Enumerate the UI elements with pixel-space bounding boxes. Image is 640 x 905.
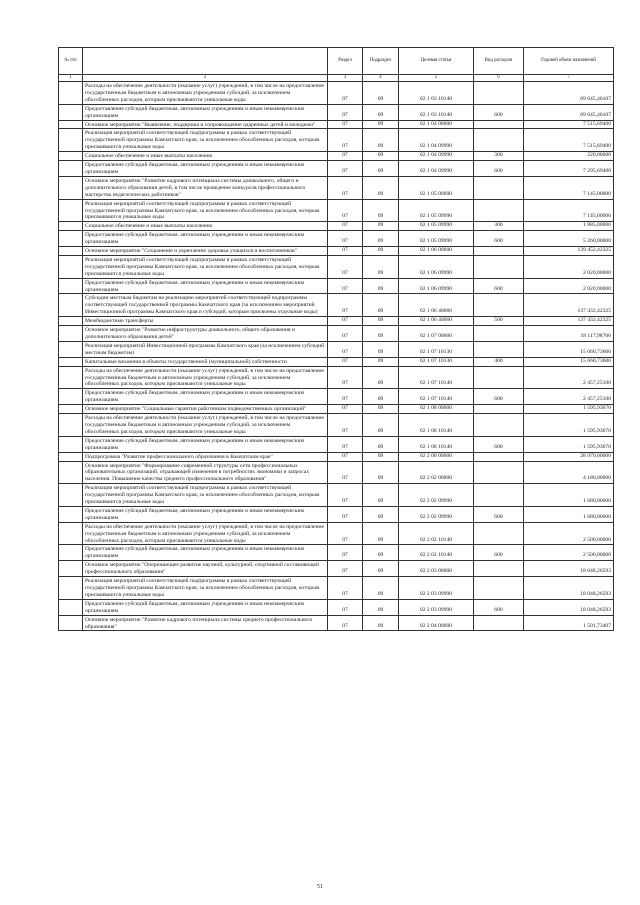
table-body xyxy=(59,82,614,631)
table-row xyxy=(59,161,614,177)
cell-name: Предоставление субсидий бюджетным, автономным учреждениям и иным некоммерческим организациям xyxy=(83,506,328,522)
cell-razdel: 07 xyxy=(328,405,363,414)
cell-num xyxy=(59,294,83,317)
table-row xyxy=(59,405,614,414)
cell-csr: 02 2 02 09990 xyxy=(399,506,474,522)
cell-razdel: 07 xyxy=(328,389,363,405)
cell-podrazdel: 09 xyxy=(363,615,399,631)
cell-podrazdel: 09 xyxy=(363,231,399,247)
cell-num xyxy=(59,278,83,294)
cell-num xyxy=(59,522,83,545)
cell-name: Реализация мероприятий соответствующей подпрограммы в рамках соответствующей государственной программы Камчатского края, за исключением обособленных расходов, которым присваиваются уникальные коды xyxy=(83,255,328,278)
cell-amount: 1 680,00000 xyxy=(524,506,614,522)
index-cell: 4 xyxy=(363,75,399,82)
cell-csr: 02 1 03 10140 xyxy=(399,82,474,105)
cell-amount: 2 457,25100 xyxy=(524,389,614,405)
cell-razdel: 07 xyxy=(328,152,363,161)
cell-amount: 28 970,00000 xyxy=(524,452,614,461)
cell-name: Реализация мероприятий соответствующей подпрограммы в рамках соответствующей государственной программы Камчатского края, за исключением обособленных расходов, которым присваиваются уникальные коды xyxy=(83,484,328,507)
cell-vr: 600 xyxy=(474,389,524,405)
cell-csr: 02 1 06 09990 xyxy=(399,255,474,278)
cell-amount: 7 515,69400 xyxy=(524,120,614,129)
cell-name: Расходы на обеспечение деятельности (оказание услуг) учреждений, в том числе на предоставление государственным бюджетным и автономным учреждениям субсидий, за исключением обособленных расходов, которым присваиваются уникальные коды xyxy=(83,82,328,105)
cell-csr: 02 1 06 09990 xyxy=(399,278,474,294)
cell-podrazdel: 09 xyxy=(363,129,399,152)
cell-csr: 02 1 07 10140 xyxy=(399,389,474,405)
cell-amount: 137 432,42325 xyxy=(524,294,614,317)
cell-name: Предоставление субсидий бюджетным, автономным учреждениям и иным некоммерческим организациям xyxy=(83,104,328,120)
cell-podrazdel: 09 xyxy=(363,522,399,545)
cell-podrazdel: 09 xyxy=(363,414,399,437)
cell-csr: 02 1 06 00000 xyxy=(399,247,474,256)
cell-csr: 02 2 02 10140 xyxy=(399,545,474,561)
cell-vr xyxy=(474,366,524,389)
table-row xyxy=(59,294,614,317)
cell-podrazdel: 09 xyxy=(363,152,399,161)
table-row xyxy=(59,317,614,326)
cell-name: Субсидии местным бюджетам на реализацию мероприятий соответствующей подпрограммы соответствующей государственной программы Камчатского края (за исключением мероприятий Инвестиционной программы Камчатского края и субсидий, которым присвоены отдельные коды) xyxy=(83,294,328,317)
cell-num xyxy=(59,545,83,561)
column-index-row xyxy=(59,75,614,82)
cell-amount: 18 117,98700 xyxy=(524,326,614,342)
cell-num xyxy=(59,484,83,507)
cell-name: Расходы на обеспечение деятельности (оказание услуг) учреждений, в том числе на предоставление государственным бюджетным и автономным учреждениям субсидий, за исключением обособленных расходов, которым присваиваются уникальные коды xyxy=(83,522,328,545)
table-row xyxy=(59,82,614,105)
header-vr: Вид расходов xyxy=(474,48,524,75)
index-cell: 2 xyxy=(83,75,328,82)
cell-num xyxy=(59,255,83,278)
cell-num xyxy=(59,82,83,105)
cell-name: Основное мероприятие "Сохранение и укрепление здоровья учащихся и воспитанников" xyxy=(83,247,328,256)
cell-amount: 2 457,25100 xyxy=(524,366,614,389)
cell-amount: 139 452,42325 xyxy=(524,247,614,256)
cell-csr: 02 1 07 10130 xyxy=(399,341,474,357)
cell-razdel: 07 xyxy=(328,294,363,317)
table-row xyxy=(59,389,614,405)
cell-razdel: 07 xyxy=(328,461,363,484)
cell-num xyxy=(59,561,83,577)
cell-num xyxy=(59,436,83,452)
cell-podrazdel: 09 xyxy=(363,222,399,231)
cell-num xyxy=(59,341,83,357)
cell-razdel: 07 xyxy=(328,577,363,600)
cell-csr: 02 1 05 09990 xyxy=(399,231,474,247)
cell-csr: 02 2 02 10140 xyxy=(399,522,474,545)
cell-amount: 7 145,00000 xyxy=(524,199,614,222)
cell-podrazdel: 09 xyxy=(363,294,399,317)
cell-name: Реализация мероприятий соответствующей подпрограммы в рамках соответствующей государственной программы Камчатского края, за исключением обособленных расходов, которым присваиваются уникальные коды xyxy=(83,577,328,600)
cell-csr: 02 1 08 10140 xyxy=(399,436,474,452)
cell-num xyxy=(59,317,83,326)
cell-vr xyxy=(474,294,524,317)
cell-name: Предоставление субсидий бюджетным, автономным учреждениям и иным некоммерческим организациям xyxy=(83,545,328,561)
table-row xyxy=(59,152,614,161)
cell-amount: 1 595,93670 xyxy=(524,436,614,452)
cell-csr: 02 1 06 40060 xyxy=(399,317,474,326)
cell-podrazdel: 09 xyxy=(363,577,399,600)
cell-csr: 02 1 08 10140 xyxy=(399,414,474,437)
cell-amount: 69 645,46107 xyxy=(524,82,614,105)
cell-razdel: 07 xyxy=(328,366,363,389)
cell-razdel: 07 xyxy=(328,615,363,631)
cell-csr: 02 1 07 10130 xyxy=(399,357,474,366)
cell-vr xyxy=(474,82,524,105)
header-row xyxy=(59,48,614,75)
cell-razdel: 07 xyxy=(328,255,363,278)
cell-vr: 600 xyxy=(474,231,524,247)
cell-vr xyxy=(474,255,524,278)
cell-podrazdel: 09 xyxy=(363,82,399,105)
cell-razdel: 07 xyxy=(328,231,363,247)
cell-num xyxy=(59,152,83,161)
cell-razdel: 07 xyxy=(328,247,363,256)
table-row xyxy=(59,120,614,129)
table-row xyxy=(59,545,614,561)
cell-razdel: 07 xyxy=(328,176,363,199)
table-row xyxy=(59,599,614,615)
cell-csr: 02 1 04 09990 xyxy=(399,129,474,152)
cell-csr: 02 2 03 09990 xyxy=(399,577,474,600)
cell-num xyxy=(59,199,83,222)
cell-name: Предоставление субсидий бюджетным, автономным учреждениям и иным некоммерческим организациям xyxy=(83,231,328,247)
table-row xyxy=(59,247,614,256)
cell-num xyxy=(59,405,83,414)
cell-razdel: 07 xyxy=(328,129,363,152)
header-csr: Целевая статья xyxy=(399,48,474,75)
cell-amount: 7 145,00000 xyxy=(524,176,614,199)
cell-amount: 1 595,93670 xyxy=(524,414,614,437)
cell-name: Расходы на обеспечение деятельности (оказание услуг) учреждений, в том числе на предоставление государственным бюджетным и автономным учреждениям субсидий, за исключением обособленных расходов, которым присваиваются уникальные коды xyxy=(83,414,328,437)
cell-num xyxy=(59,461,83,484)
cell-amount: 18 048,26593 xyxy=(524,561,614,577)
cell-csr: 02 2 03 00000 xyxy=(399,561,474,577)
cell-podrazdel: 09 xyxy=(363,278,399,294)
cell-amount: 1 595,93670 xyxy=(524,405,614,414)
cell-csr: 02 1 04 09990 xyxy=(399,161,474,177)
cell-amount: 2 020,00000 xyxy=(524,278,614,294)
cell-num xyxy=(59,452,83,461)
cell-csr: 02 1 07 10140 xyxy=(399,366,474,389)
cell-amount: 1 680,00000 xyxy=(524,484,614,507)
cell-vr xyxy=(474,522,524,545)
cell-podrazdel: 09 xyxy=(363,317,399,326)
header-name xyxy=(83,48,328,75)
header-podrazdel: Подраздел xyxy=(363,48,399,75)
cell-vr: 600 xyxy=(474,436,524,452)
cell-name: Основное мероприятие "Выявление, поддержка и сопровождение одаренных детей и молодежи" xyxy=(83,120,328,129)
cell-podrazdel: 09 xyxy=(363,176,399,199)
cell-razdel: 07 xyxy=(328,222,363,231)
cell-podrazdel: 09 xyxy=(363,255,399,278)
table-row xyxy=(59,484,614,507)
cell-name: Межбюджетные трансферты xyxy=(83,317,328,326)
table-row xyxy=(59,255,614,278)
cell-vr xyxy=(474,129,524,152)
cell-podrazdel: 09 xyxy=(363,561,399,577)
cell-amount: 220,00000 xyxy=(524,152,614,161)
cell-vr: 300 xyxy=(474,152,524,161)
cell-razdel: 07 xyxy=(328,199,363,222)
index-cell: 3 xyxy=(328,75,363,82)
table-row xyxy=(59,222,614,231)
cell-vr xyxy=(474,452,524,461)
table-row xyxy=(59,176,614,199)
cell-num xyxy=(59,506,83,522)
table-row xyxy=(59,522,614,545)
cell-amount: 2 020,00000 xyxy=(524,255,614,278)
cell-name: Реализация мероприятий соответствующей подпрограммы в рамках соответствующей государственной программы Камчатского края, за исключением обособленных расходов, которым присваиваются уникальные коды xyxy=(83,199,328,222)
cell-razdel: 07 xyxy=(328,452,363,461)
cell-podrazdel: 09 xyxy=(363,366,399,389)
table-row xyxy=(59,231,614,247)
table-row xyxy=(59,577,614,600)
cell-csr: 02 2 02 09990 xyxy=(399,484,474,507)
table-row xyxy=(59,357,614,366)
table-row xyxy=(59,506,614,522)
cell-csr: 02 1 05 00000 xyxy=(399,176,474,199)
cell-razdel: 07 xyxy=(328,436,363,452)
budget-table-sheet xyxy=(58,47,613,631)
cell-vr: 600 xyxy=(474,161,524,177)
cell-vr xyxy=(474,247,524,256)
cell-podrazdel: 09 xyxy=(363,326,399,342)
cell-name: Реализация мероприятий соответствующей подпрограммы в рамках соответствующей государственной программы Камчатского края, за исключением обособленных расходов, которым присваиваются уникальные коды xyxy=(83,129,328,152)
cell-csr: 02 1 08 00000 xyxy=(399,405,474,414)
table-row xyxy=(59,561,614,577)
cell-podrazdel: 09 xyxy=(363,599,399,615)
cell-podrazdel: 09 xyxy=(363,120,399,129)
cell-num xyxy=(59,414,83,437)
cell-vr: 600 xyxy=(474,506,524,522)
table-row xyxy=(59,452,614,461)
cell-num xyxy=(59,161,83,177)
cell-name: Реализация мероприятий Инвестиционной программы Камчатского края (за исключением субсидий местным бюджетам) xyxy=(83,341,328,357)
cell-csr: 02 1 04 09990 xyxy=(399,152,474,161)
index-cell: 1 xyxy=(59,75,83,82)
cell-podrazdel: 09 xyxy=(363,461,399,484)
cell-csr: 02 1 05 09990 xyxy=(399,199,474,222)
table-row xyxy=(59,326,614,342)
cell-name: Основное мероприятие "Опережающее развитие научной, культурной, спортивной составляющей профессионального образования" xyxy=(83,561,328,577)
table-row xyxy=(59,436,614,452)
table-row xyxy=(59,615,614,631)
cell-name: Основное мероприятие "Развитие кадрового потенциала системы дошкольного, общего и дополнительного образования детей, в том числе проведение конкурсов профессионального мастерства педагогических работников" xyxy=(83,176,328,199)
header-razdel: Раздел xyxy=(328,48,363,75)
cell-razdel: 07 xyxy=(328,506,363,522)
cell-num xyxy=(59,104,83,120)
cell-razdel: 07 xyxy=(328,357,363,366)
table-row xyxy=(59,341,614,357)
cell-num xyxy=(59,247,83,256)
cell-csr: 02 2 03 09990 xyxy=(399,599,474,615)
cell-vr xyxy=(474,326,524,342)
cell-vr: 600 xyxy=(474,599,524,615)
cell-vr xyxy=(474,341,524,357)
cell-amount: 5 260,00000 xyxy=(524,231,614,247)
cell-amount: 7 515,69400 xyxy=(524,129,614,152)
cell-num xyxy=(59,357,83,366)
table-row xyxy=(59,414,614,437)
cell-vr xyxy=(474,484,524,507)
header-amount: Годовой объем назначений xyxy=(524,48,614,75)
cell-vr: 600 xyxy=(474,545,524,561)
cell-vr xyxy=(474,461,524,484)
cell-podrazdel: 09 xyxy=(363,341,399,357)
cell-razdel: 07 xyxy=(328,561,363,577)
cell-podrazdel: 09 xyxy=(363,357,399,366)
cell-vr: 600 xyxy=(474,278,524,294)
cell-num xyxy=(59,176,83,199)
table-row xyxy=(59,366,614,389)
cell-num xyxy=(59,615,83,631)
cell-csr: 02 1 04 00000 xyxy=(399,120,474,129)
cell-amount: 1 885,00000 xyxy=(524,222,614,231)
cell-name: Основное мероприятие "Развитие кадрового потенциала системы среднего профессионального образования" xyxy=(83,615,328,631)
cell-razdel: 07 xyxy=(328,317,363,326)
cell-vr xyxy=(474,199,524,222)
header-num: № п/п xyxy=(59,48,83,75)
cell-amount: 2 500,00000 xyxy=(524,545,614,561)
cell-amount: 18 048,26593 xyxy=(524,577,614,600)
cell-razdel: 07 xyxy=(328,104,363,120)
cell-name: Основное мероприятие "Социальные гарантии работникам подведомственных организаций" xyxy=(83,405,328,414)
cell-name: Основное мероприятие "Формирование современной структуры сети профессиональных образовательных организаций, отражающей изменения в потребностях экономики и запросах населения. Повышение качества среднего профессионального образования" xyxy=(83,461,328,484)
cell-amount: 7 295,69400 xyxy=(524,161,614,177)
cell-num xyxy=(59,389,83,405)
cell-podrazdel: 09 xyxy=(363,452,399,461)
cell-num xyxy=(59,326,83,342)
cell-num xyxy=(59,599,83,615)
cell-razdel: 07 xyxy=(328,414,363,437)
cell-vr xyxy=(474,176,524,199)
index-cell: 6 xyxy=(474,75,524,82)
cell-name: Расходы на обеспечение деятельности (оказание услуг) учреждений, в том числе на предоставление государственным бюджетным и автономным учреждениям субсидий, за исключением обособленных расходов, которым присваиваются уникальные коды xyxy=(83,366,328,389)
cell-csr: 02 2 02 00000 xyxy=(399,461,474,484)
cell-name: Подпрограмма "Развитие профессионального образования в Камчатском крае" xyxy=(83,452,328,461)
cell-vr: 600 xyxy=(474,104,524,120)
cell-csr: 02 2 00 00000 xyxy=(399,452,474,461)
cell-razdel: 07 xyxy=(328,341,363,357)
cell-num xyxy=(59,120,83,129)
cell-num xyxy=(59,366,83,389)
cell-num xyxy=(59,129,83,152)
cell-podrazdel: 09 xyxy=(363,484,399,507)
cell-podrazdel: 09 xyxy=(363,199,399,222)
table-row xyxy=(59,104,614,120)
page-number: 51 xyxy=(317,884,323,890)
cell-razdel: 07 xyxy=(328,161,363,177)
cell-csr: 02 2 04 00000 xyxy=(399,615,474,631)
index-cell: 5 xyxy=(399,75,474,82)
cell-name: Предоставление субсидий бюджетным, автономным учреждениям и иным некоммерческим организациям xyxy=(83,278,328,294)
table-row xyxy=(59,461,614,484)
cell-csr: 02 1 03 10140 xyxy=(399,104,474,120)
cell-amount: 18 048,26593 xyxy=(524,599,614,615)
budget-allocation-table xyxy=(58,47,614,631)
cell-razdel: 07 xyxy=(328,522,363,545)
table-row xyxy=(59,278,614,294)
cell-podrazdel: 09 xyxy=(363,247,399,256)
cell-vr xyxy=(474,120,524,129)
cell-podrazdel: 09 xyxy=(363,436,399,452)
cell-razdel: 07 xyxy=(328,120,363,129)
cell-amount: 69 645,46107 xyxy=(524,104,614,120)
cell-razdel: 07 xyxy=(328,599,363,615)
cell-vr: 500 xyxy=(474,317,524,326)
cell-vr xyxy=(474,577,524,600)
cell-csr: 02 1 06 40060 xyxy=(399,294,474,317)
cell-name: Капитальные вложения в объекты государственной (муниципальной) собственности xyxy=(83,357,328,366)
cell-razdel: 07 xyxy=(328,278,363,294)
cell-name: Предоставление субсидий бюджетным, автономным учреждениям и иным некоммерческим организациям xyxy=(83,436,328,452)
cell-podrazdel: 09 xyxy=(363,161,399,177)
cell-name: Социальное обеспечение и иные выплаты населению xyxy=(83,222,328,231)
cell-name: Предоставление субсидий бюджетным, автономным учреждениям и иным некоммерческим организациям xyxy=(83,389,328,405)
cell-amount: 15 660,73600 xyxy=(524,357,614,366)
index-cell: 7 xyxy=(524,75,614,82)
table-row xyxy=(59,199,614,222)
cell-podrazdel: 09 xyxy=(363,405,399,414)
cell-csr: 02 1 05 09990 xyxy=(399,222,474,231)
cell-name: Предоставление субсидий бюджетным, автономным учреждениям и иным некоммерческим организациям xyxy=(83,161,328,177)
cell-amount: 137 432,42325 xyxy=(524,317,614,326)
cell-num xyxy=(59,231,83,247)
cell-amount: 1 501,73407 xyxy=(524,615,614,631)
cell-razdel: 07 xyxy=(328,82,363,105)
cell-vr: 400 xyxy=(474,357,524,366)
cell-amount: 15 660,73600 xyxy=(524,341,614,357)
cell-vr: 300 xyxy=(474,222,524,231)
table-row xyxy=(59,129,614,152)
cell-podrazdel: 09 xyxy=(363,545,399,561)
cell-name: Основное мероприятие "Развитие инфраструктуры дошкольного, общего образования и дополнительного образования детей" xyxy=(83,326,328,342)
cell-num xyxy=(59,222,83,231)
cell-amount: 2 500,00000 xyxy=(524,522,614,545)
cell-vr xyxy=(474,405,524,414)
cell-vr xyxy=(474,414,524,437)
cell-num xyxy=(59,577,83,600)
cell-csr: 02 1 07 00000 xyxy=(399,326,474,342)
cell-name: Социальное обеспечение и иные выплаты населению xyxy=(83,152,328,161)
cell-razdel: 07 xyxy=(328,484,363,507)
cell-amount: 4 180,00000 xyxy=(524,461,614,484)
cell-vr xyxy=(474,561,524,577)
cell-name: Предоставление субсидий бюджетным, автономным учреждениям и иным некоммерческим организациям xyxy=(83,599,328,615)
cell-podrazdel: 09 xyxy=(363,104,399,120)
cell-razdel: 07 xyxy=(328,545,363,561)
cell-razdel: 07 xyxy=(328,326,363,342)
cell-podrazdel: 09 xyxy=(363,506,399,522)
cell-podrazdel: 09 xyxy=(363,389,399,405)
cell-vr xyxy=(474,615,524,631)
